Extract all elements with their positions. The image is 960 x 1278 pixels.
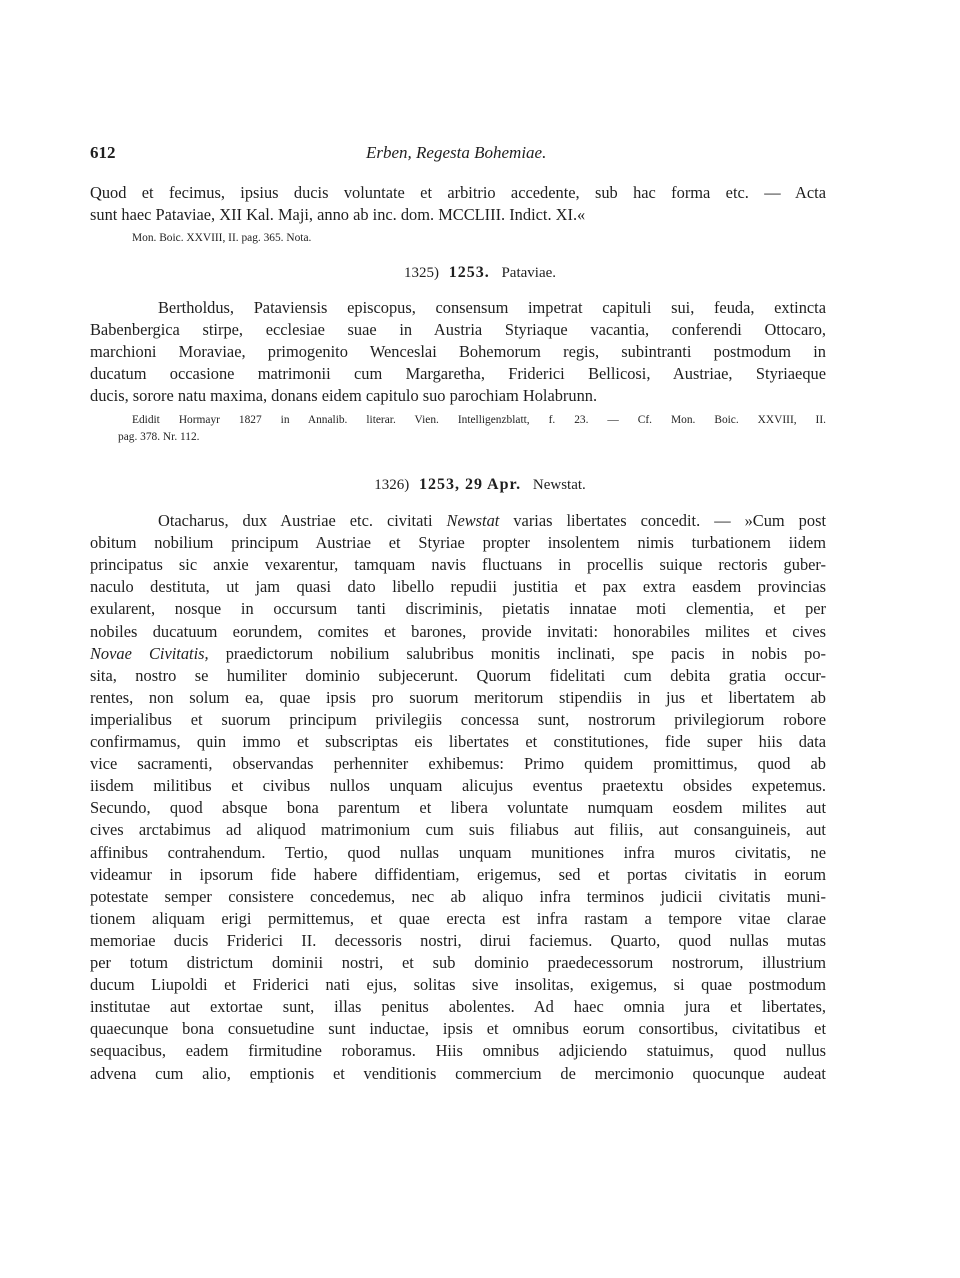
entry-line: iisdem militibus et civibus nullos unquam alicujus eventus praetextu obsides expetemus. bbox=[90, 776, 826, 796]
entry-place: Pataviae. bbox=[501, 265, 557, 281]
entry-line: naculo destituta, ut jam quasi dato libello repudii justitia et pax extra easdem provincias bbox=[90, 577, 826, 597]
entry-note: pag. 378. Nr. 112. bbox=[118, 431, 200, 443]
intro-line: sunt haec Pataviae, XII Kal. Maji, anno ab inc. dom. MCCLIII. Indict. XI.« bbox=[90, 205, 586, 224]
entry-number: 1326) bbox=[374, 477, 410, 493]
entry-line bbox=[158, 510, 826, 532]
intro-note: Mon. Boic. XXVIII, II. pag. 365. Nota. bbox=[132, 232, 312, 244]
entry-line: Babenbergica stirpe, ecclesiae suae in Austria Styriaque vacantia, conferendi Ottocaro, bbox=[90, 320, 826, 339]
entry-line: cives arctabimus ad aliquod matrimonium cum suis filiabus aut filiis, aut consanguineis, aut bbox=[90, 820, 826, 840]
entry-line: per totum districtum dominii nostri, et sub dominio praedecessorum nostrorum, illustrium bbox=[90, 953, 826, 972]
entry-year: 1253. bbox=[448, 264, 490, 281]
entry-line: confirmamus, quin immo et subscriptas eis libertates et constitutiones, fide super hiis data bbox=[90, 732, 826, 751]
entry-text: praedictorum nobilium salubribus monitis inclinati, spe pacis in nobis po- bbox=[208, 643, 826, 663]
entry-line: imperialibus et suorum principum privilegiis concessa sunt, nostrorum privilegiorum robore bbox=[90, 709, 826, 729]
intro-line: Quod et fecimus, ipsius ducis voluntate et arbitrio accedente, sub hac forma etc. — Acta bbox=[90, 183, 826, 202]
entry-line: obitum nobilium principum Austriae et Styriae propter insolentem nimis turbationem iidem bbox=[90, 533, 826, 553]
entry-line: sequacibus, eadem firmitudine roboramus. Hiis omnibus adjiciendo statuimus, quod nullus bbox=[90, 1041, 826, 1061]
entry-line: principatus sic anxie vexarentur, tamquam navis fluctuans in procellis suique rectoris guber- bbox=[90, 555, 826, 575]
running-title: Erben, Regesta Bohemiae. bbox=[366, 143, 547, 162]
entry-text-italic: Novae Civitatis, bbox=[90, 643, 209, 663]
entry-line: marchioni Moraviae, primogenito Wenceslai Bohemorum regis, subintranti postmodum in bbox=[90, 342, 826, 361]
entry-line: ducis, sorore natu maxima, donans eidem capitulo suo parochiam Holabrunn. bbox=[90, 386, 598, 405]
entry-text: varias libertates concedit. — »Cum post bbox=[499, 511, 827, 530]
entry-line: memoriae ducis Friderici II. decessoris nostri, dirui faciemus. Quarto, quod nullas mutas bbox=[90, 930, 826, 950]
entry-line: nobiles ducatuum eorundem, comites et barones, provide invitati: honorabiles milites et cives bbox=[90, 621, 826, 641]
entry-line: tionem aliquam erigi permittemus, et quae erecta est infra rastam a tempore vitae clarae bbox=[90, 908, 826, 928]
entry-line: affinibus contrahendum. Tertio, quod nullas unquam munitiones infra muros civitatis, ne bbox=[90, 842, 826, 862]
entry-line: videamur in ipsorum fide habere diffidentiam, erigemus, sed et portas civitatis in eorum bbox=[90, 864, 826, 884]
entry-line: ducatum occasione matrimonii cum Margaretha, Friderici Bellicosi, Austriae, Styriaeque bbox=[90, 364, 826, 383]
entry-line: sita, nostro se humiliter dominio subjecerunt. Quorum fidelitati cum debita gratia occur- bbox=[90, 665, 826, 685]
entry-line: rentes, non solum ea, quae ipsis pro suorum meritorum stipendiis in jus et libertatem ab bbox=[90, 687, 826, 707]
entry-line: quaecunque bona consuetudine sunt inductae, ipsis et omnibus eorum consortibus, civitatibus et bbox=[90, 1019, 826, 1039]
entry-text-italic: Newstat bbox=[446, 511, 500, 530]
entry-place: Newstat. bbox=[532, 477, 586, 493]
entry-heading-1326 bbox=[0, 474, 960, 496]
entry-line: Secundo, quod absque bona parentum et libera voluntate numquam eosdem milites aut bbox=[90, 798, 826, 818]
entry-line: vice sacramenti, observandas perhenniter exhibemus: Primo quidem promittimus, quod ab bbox=[90, 754, 826, 774]
entry-number: 1325) bbox=[403, 265, 439, 281]
entry-line: potestate semper consistere concedemus, nec ab aliquo infra terminos judicii civitatis muni- bbox=[90, 886, 826, 906]
entry-line bbox=[90, 643, 826, 665]
entry-note: Edidit Hormayr 1827 in Annalib. literar. Vien. Intelligenzblatt, f. 23. — Cf. Mon. Boic. XXVIII, II. bbox=[132, 414, 826, 426]
entry-line: institutae aut extortae sunt, illas penitus abolentes. Ad haec omnia jura et libertates, bbox=[90, 997, 826, 1017]
entry-heading-1325 bbox=[0, 262, 960, 284]
entry-year: 1253, 29 Apr. bbox=[418, 476, 522, 493]
entry-text: Otacharus, dux Austriae etc. civitati bbox=[158, 511, 447, 530]
entry-line: advena cum alio, emptionis et venditionis commercium de mercimonio quocunque audeat bbox=[90, 1063, 826, 1083]
page-header bbox=[90, 143, 826, 167]
page-number: 612 bbox=[90, 143, 116, 162]
entry-line: ducum Liupoldi et Friderici nati ejus, solitas sive insolitas, exigemus, si quae postmodum bbox=[90, 975, 826, 995]
entry-line: exularent, nosque in occursum tanti discriminis, pietatis innatae moti clementia, et per bbox=[90, 599, 826, 619]
entry-line: Bertholdus, Pataviensis episcopus, consensum impetrat capituli sui, feuda, extincta bbox=[158, 298, 826, 317]
